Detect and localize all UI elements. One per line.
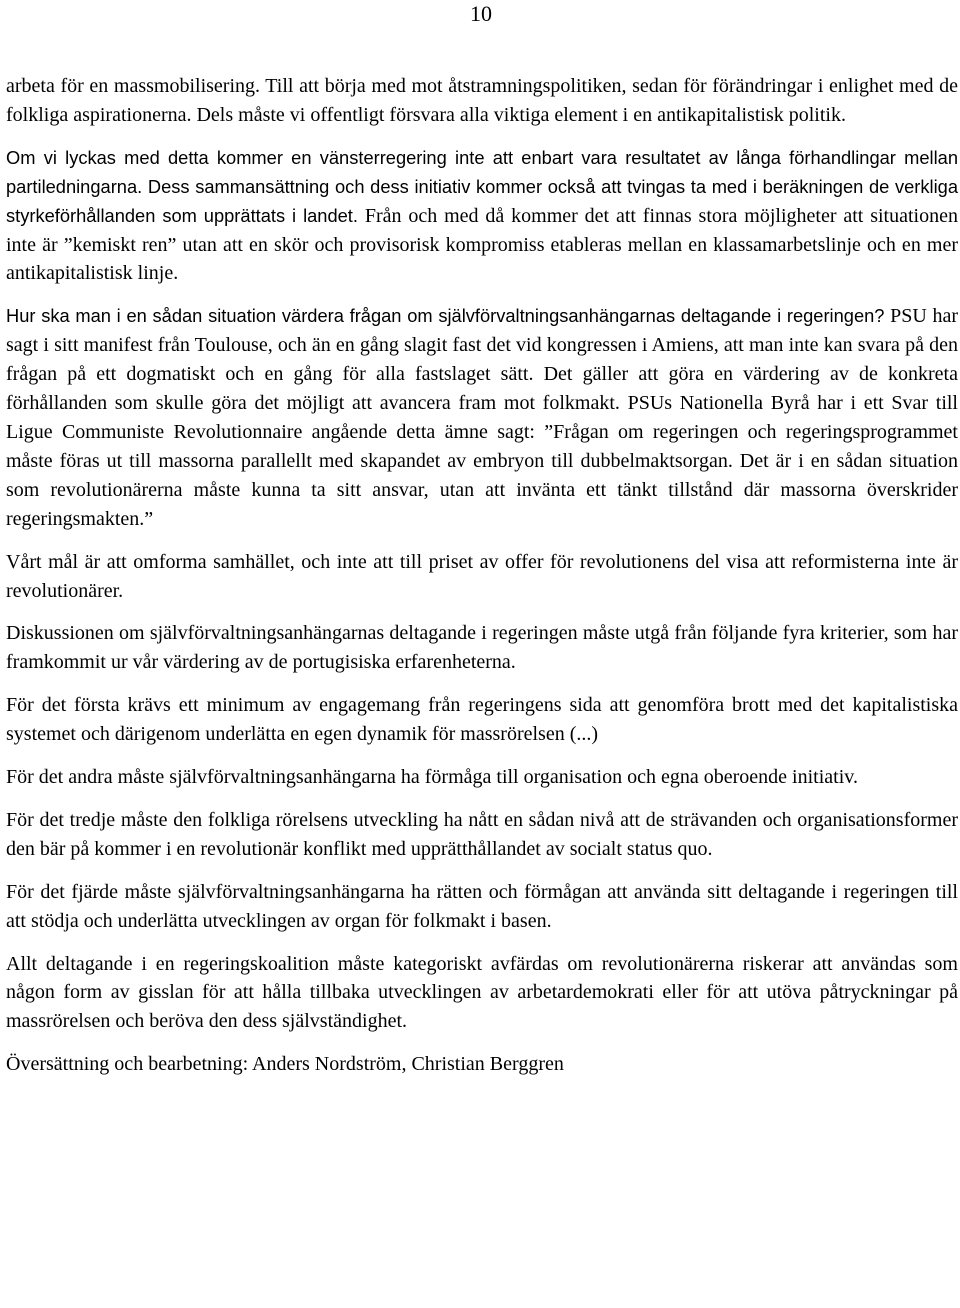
paragraph-8: För det tredje måste den folkliga rörelsens utveckling ha nått en sådan nivå att de strävanden och organisationsformer den bär på kommer i en revolutionär konflikt med upprätthållandet av socialt status quo.: [6, 808, 958, 860]
paragraph-2: [6, 144, 958, 289]
paragraph-2-lead: Om vi lyckas med detta kommer en vänsterregering inte att enbart vara resultatet av långa förhandlingar mellan partiledningarna. Dess sammansättning och dess initiativ kommer också att tvingas ta med i beräkningen de verkliga styrkeförhållanden som upprättats i landet.: [6, 146, 958, 226]
page-number: 10: [470, 1, 492, 26]
paragraph-5: Diskussionen om självförvaltningsanhängarnas deltagande i regeringen måste utgå från följande fyra kriterier, som har framkommit ur vår värdering av de portugisiska erfarenheterna.: [6, 622, 958, 674]
paragraph-6: För det första krävs ett minimum av engagemang från regeringens sida att genomföra brott med det kapitalistiska systemet och därigenom underlätta en egen dynamik för massrörelsen (...): [6, 694, 958, 746]
paragraph-10: Allt deltagande i en regeringskoalition måste kategoriskt avfärdas om revolutionärerna riskerar att användas som någon form av gisslan för att hålla tillbaka utvecklingen av arbetardemokrati eller för att utöva påtryckningar på massrörelsen och beröva den dess självständighet.: [6, 952, 958, 1033]
paragraph-3-tail: PSU har sagt i sitt manifest från Toulouse, och än en gång slagit fast det vid kongressen i Amiens, att man inte kan svara på den frågan på ett dogmatiskt och en gång för alla fastslaget sätt. Det gäller att göra en värdering av de konkreta förhållanden som skulle göra det möjligt att avancera fram mot folkmakt. PSUs Nationella Byrå har i ett Svar till Ligue Communiste Revolutionnaire angående detta ämne sagt: ”Frågan om regeringen och regeringsprogrammet måste föras ut till massorna parallellt med skapandet av embryon till dubbelmaktsorgan. Det är i en sådan situation som revolutionärerna måste kunna ta sitt ansvar, utan att invänta ett tänkt tillstånd där massorna överskrider regeringsmakten.”: [6, 305, 958, 530]
document-body: [6, 72, 958, 1093]
paragraph-2-tail: Från och med då kommer det att finnas stora möjligheter att situationen inte är ”kemiskt ren” utan att en skör och provisorisk kompromiss etableras mellan en klassamarbetslinje och en mer antikapitalistisk linje.: [6, 204, 958, 285]
translation-credit: Översättning och bearbetning: Anders Nordström, Christian Berggren: [6, 1053, 564, 1076]
paragraph-4: Vårt mål är att omforma samhället, och inte att till priset av offer för revolutionens del visa att reformisterna inte är revolutionärer.: [6, 550, 958, 602]
paragraph-3-lead: Hur ska man i en sådan situation värdera frågan om självförvaltningsanhängarnas deltagande i regeringen?: [6, 305, 885, 327]
paragraph-7: För det andra måste självförvaltningsanhängarna ha förmåga till organisation och egna oberoende initiativ.: [6, 766, 858, 789]
paragraph-1: arbeta för en massmobilisering. Till att börja med mot åtstramningspolitiken, sedan för förändringar i enlighet med de folkliga aspirationerna. Dels måste vi offentligt försvara alla viktiga element i en antikapitalistisk politik.: [6, 75, 958, 126]
paragraph-3: [6, 302, 958, 533]
paragraph-9: För det fjärde måste självförvaltningsanhängarna ha rätten och förmågan att använda sitt deltagande i regeringen till att stödja och underlätta utvecklingen av organ för folkmakt i basen.: [6, 880, 958, 932]
